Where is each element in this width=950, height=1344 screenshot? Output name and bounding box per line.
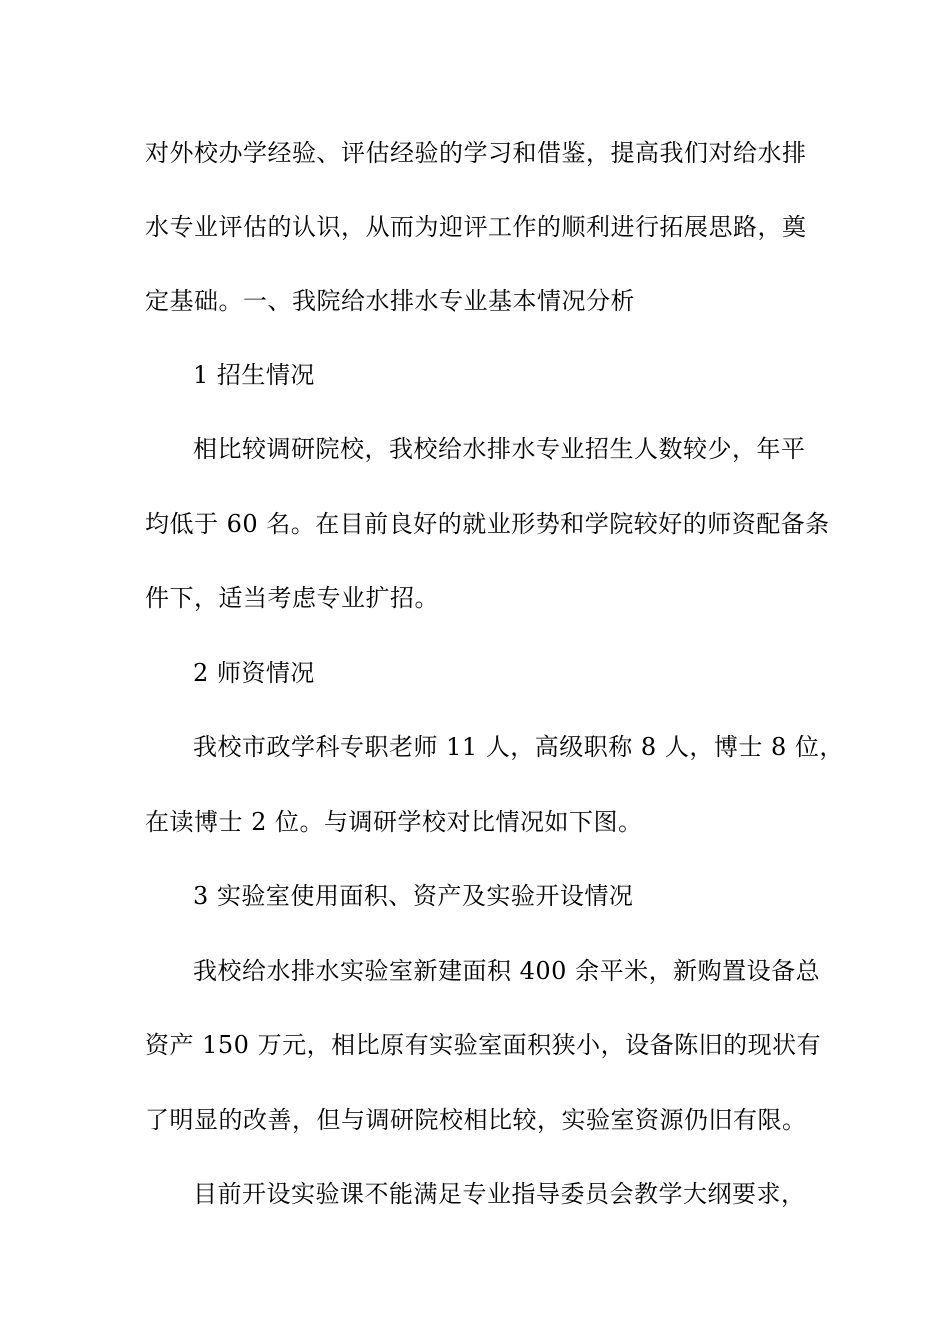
paragraph-line: 目前开设实验课不能满足专业指导委员会教学大纲要求， (193, 1180, 806, 1208)
paragraph-line: 定基础。一、我院给水排水专业基本情况分析 (145, 287, 635, 315)
paragraph-line: 我校给水排水实验室新建面积 400 余平米，新购置设备总 (193, 957, 821, 985)
section-heading: 3 实验室使用面积、资产及实验开设情况 (193, 882, 634, 910)
paragraph-line: 了明显的改善，但与调研院校相比较，实验室资源仍旧有限。 (145, 1106, 807, 1134)
section-heading: 1 招生情况 (193, 361, 315, 389)
paragraph-line: 均低于 60 名。在目前良好的就业形势和学院较好的师资配备条 (145, 510, 830, 538)
paragraph-line: 相比较调研院校，我校给水排水专业招生人数较少，年平 (193, 435, 806, 463)
paragraph-line: 件下，适当考虑专业扩招。 (145, 584, 439, 612)
section-heading: 2 师资情况 (193, 659, 315, 687)
paragraph-line: 水专业评估的认识，从而为迎评工作的顺利进行拓展思路，奠 (145, 213, 807, 241)
paragraph-line: 我校市政学科专职老师 11 人，高级职称 8 人，博士 8 位， (193, 733, 844, 761)
paragraph-line: 对外校办学经验、评估经验的学习和借鉴，提高我们对给水排 (145, 139, 807, 167)
paragraph-line: 资产 150 万元，相比原有实验室面积狭小，设备陈旧的现状有 (145, 1031, 822, 1059)
paragraph-line: 在读博士 2 位。与调研学校对比情况如下图。 (145, 808, 643, 836)
